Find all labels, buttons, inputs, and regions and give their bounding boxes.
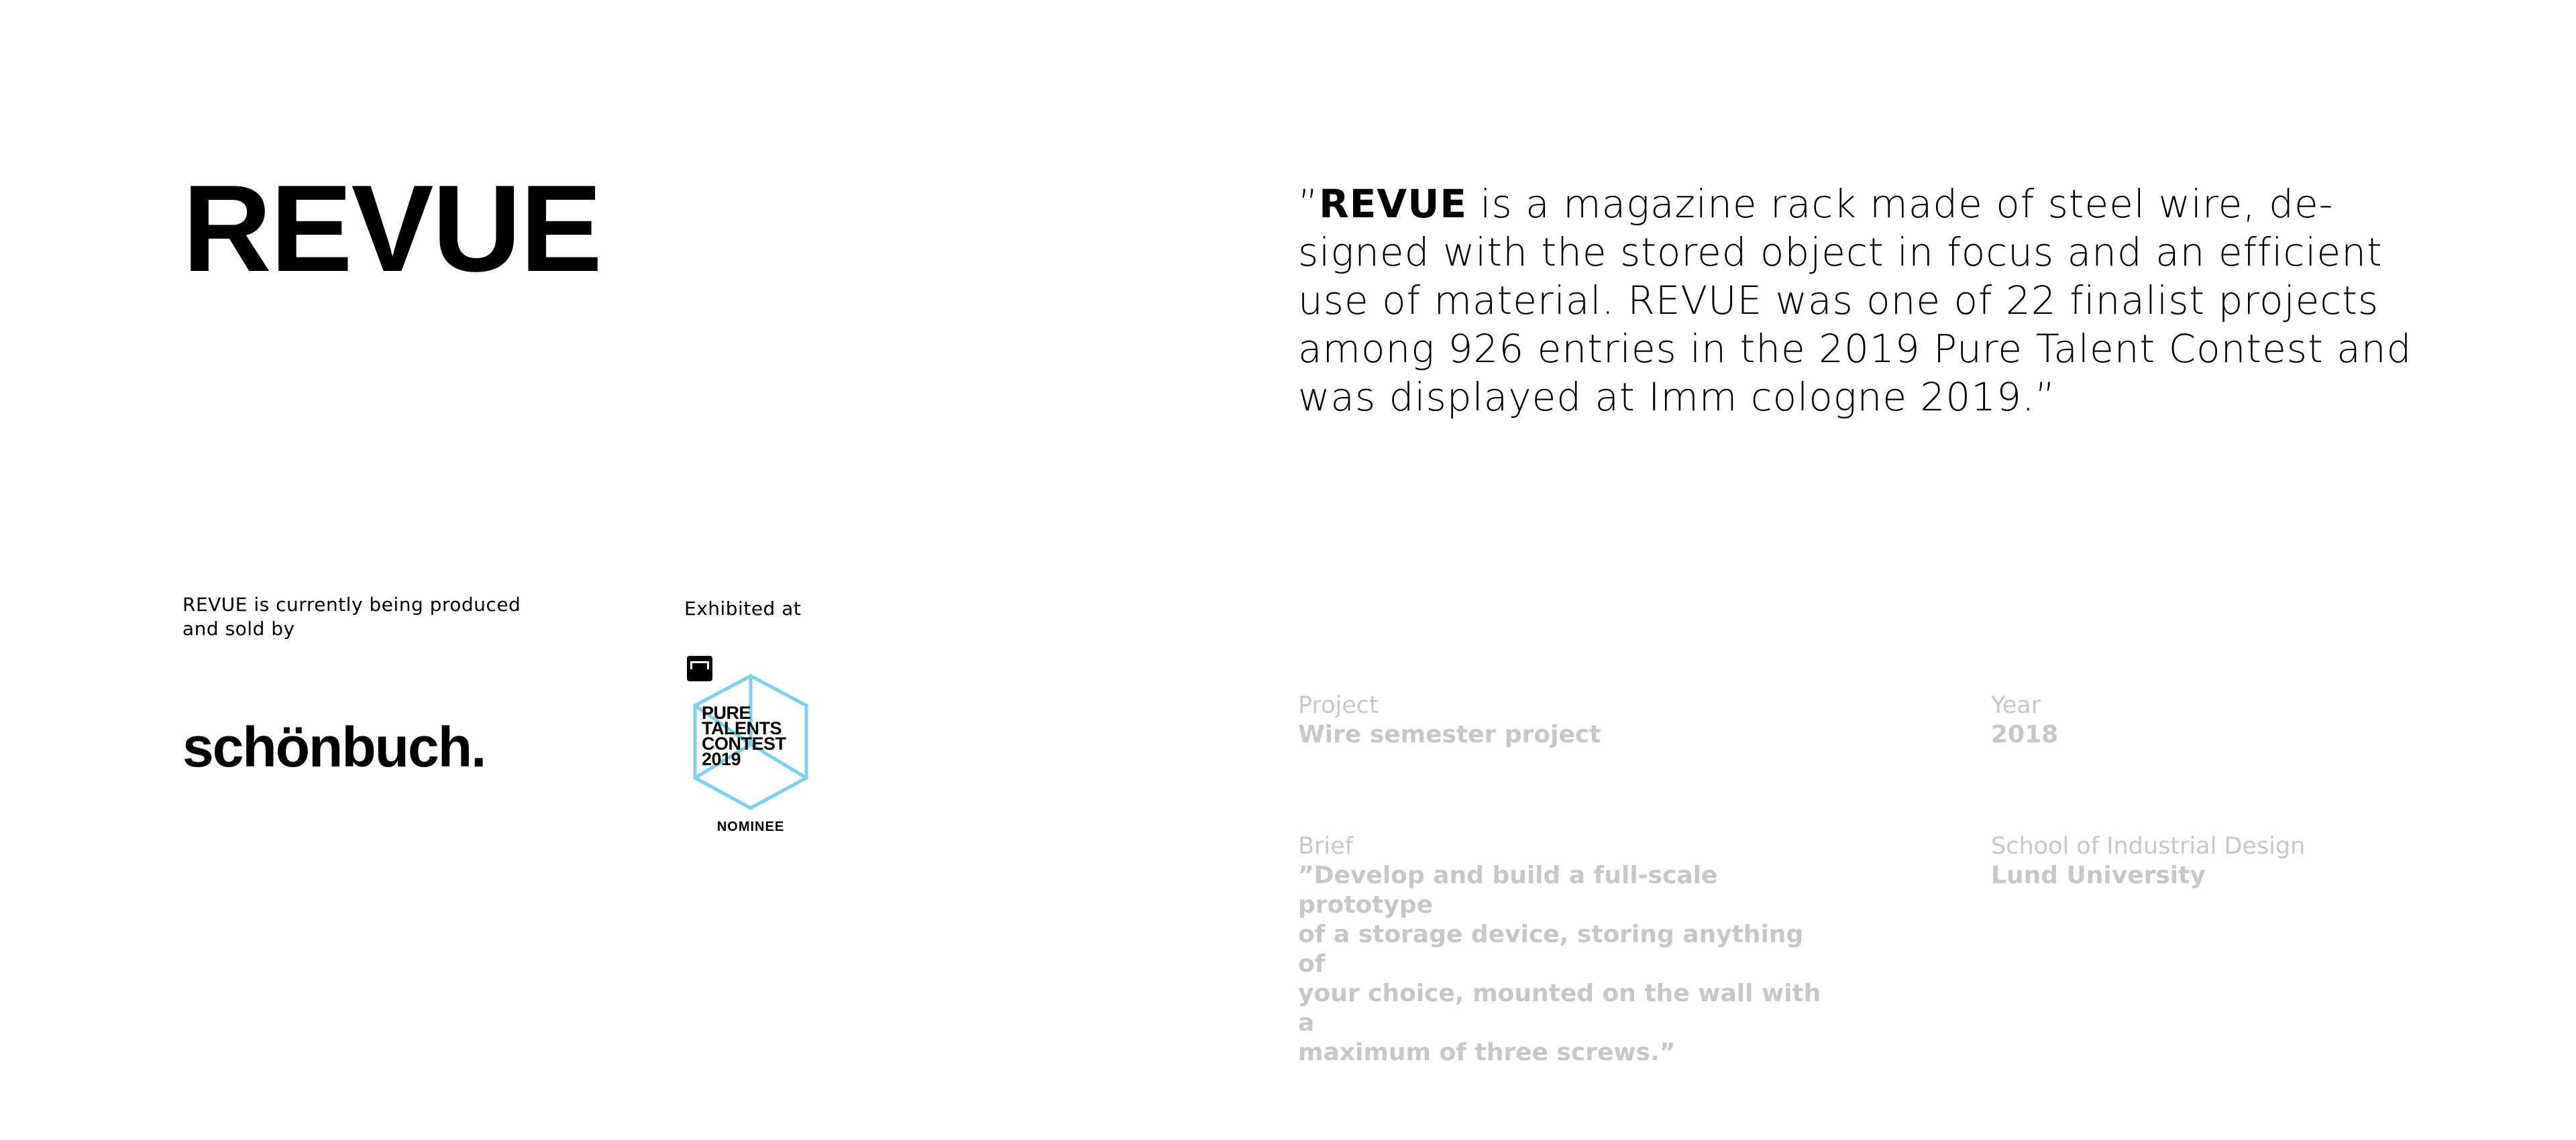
badge-line: TALENTS bbox=[702, 718, 782, 738]
pure-talents-badge bbox=[687, 671, 814, 815]
brief-line: maximum of three screws.” bbox=[1298, 1039, 1676, 1066]
brief-line: ”Develop and build a full-scale prototype bbox=[1298, 862, 1718, 919]
year-label: Year bbox=[1991, 692, 2041, 719]
year-value: 2018 bbox=[1991, 721, 2059, 748]
project-value: Wire semester project bbox=[1298, 721, 1601, 748]
page-title: REVUE bbox=[182, 159, 601, 297]
quote-open-mark: ” bbox=[1298, 181, 1320, 227]
badge-text bbox=[702, 705, 786, 767]
school-label: School of Industrial Design bbox=[1991, 833, 2306, 860]
badge-line: CONTEST bbox=[702, 734, 786, 754]
quote-line: signed with the stored object in focus and an efficient bbox=[1298, 229, 2383, 275]
brief-label: Brief bbox=[1298, 833, 1353, 860]
brief-line: of a storage device, storing anything of bbox=[1298, 921, 1804, 978]
nominee-caption: NOMINEE bbox=[716, 819, 785, 834]
quote-bold-word: REVUE bbox=[1319, 181, 1467, 227]
quote-line: use of material. REVUE was one of 22 finalist projects bbox=[1298, 278, 2379, 323]
exhibited-at-label: Exhibited at bbox=[684, 597, 802, 620]
badge-line: PURE bbox=[702, 703, 751, 723]
year-info bbox=[1991, 691, 2058, 750]
project-quote bbox=[1298, 180, 2438, 421]
brief-line: your choice, mounted on the wall with a bbox=[1298, 980, 1821, 1037]
project-label: Project bbox=[1298, 692, 1379, 719]
produced-line: and sold by bbox=[182, 618, 295, 640]
project-info bbox=[1298, 691, 1601, 750]
schonbuch-logo[interactable]: schönbuch. bbox=[182, 716, 486, 779]
quote-line: among 926 entries in the 2019 Pure Talent Contest and bbox=[1298, 326, 2412, 372]
brief-info bbox=[1298, 832, 1828, 1068]
produced-by-text bbox=[182, 593, 558, 641]
badge-line: 2019 bbox=[702, 749, 741, 769]
school-value: Lund University bbox=[1991, 862, 2206, 889]
produced-line: REVUE is currently being produced bbox=[182, 593, 521, 616]
school-info bbox=[1991, 832, 2305, 891]
quote-line: is a magazine rack made of steel wire, de- bbox=[1466, 181, 2334, 227]
quote-line: was displayed at Imm cologne 2019.” bbox=[1298, 374, 2056, 420]
